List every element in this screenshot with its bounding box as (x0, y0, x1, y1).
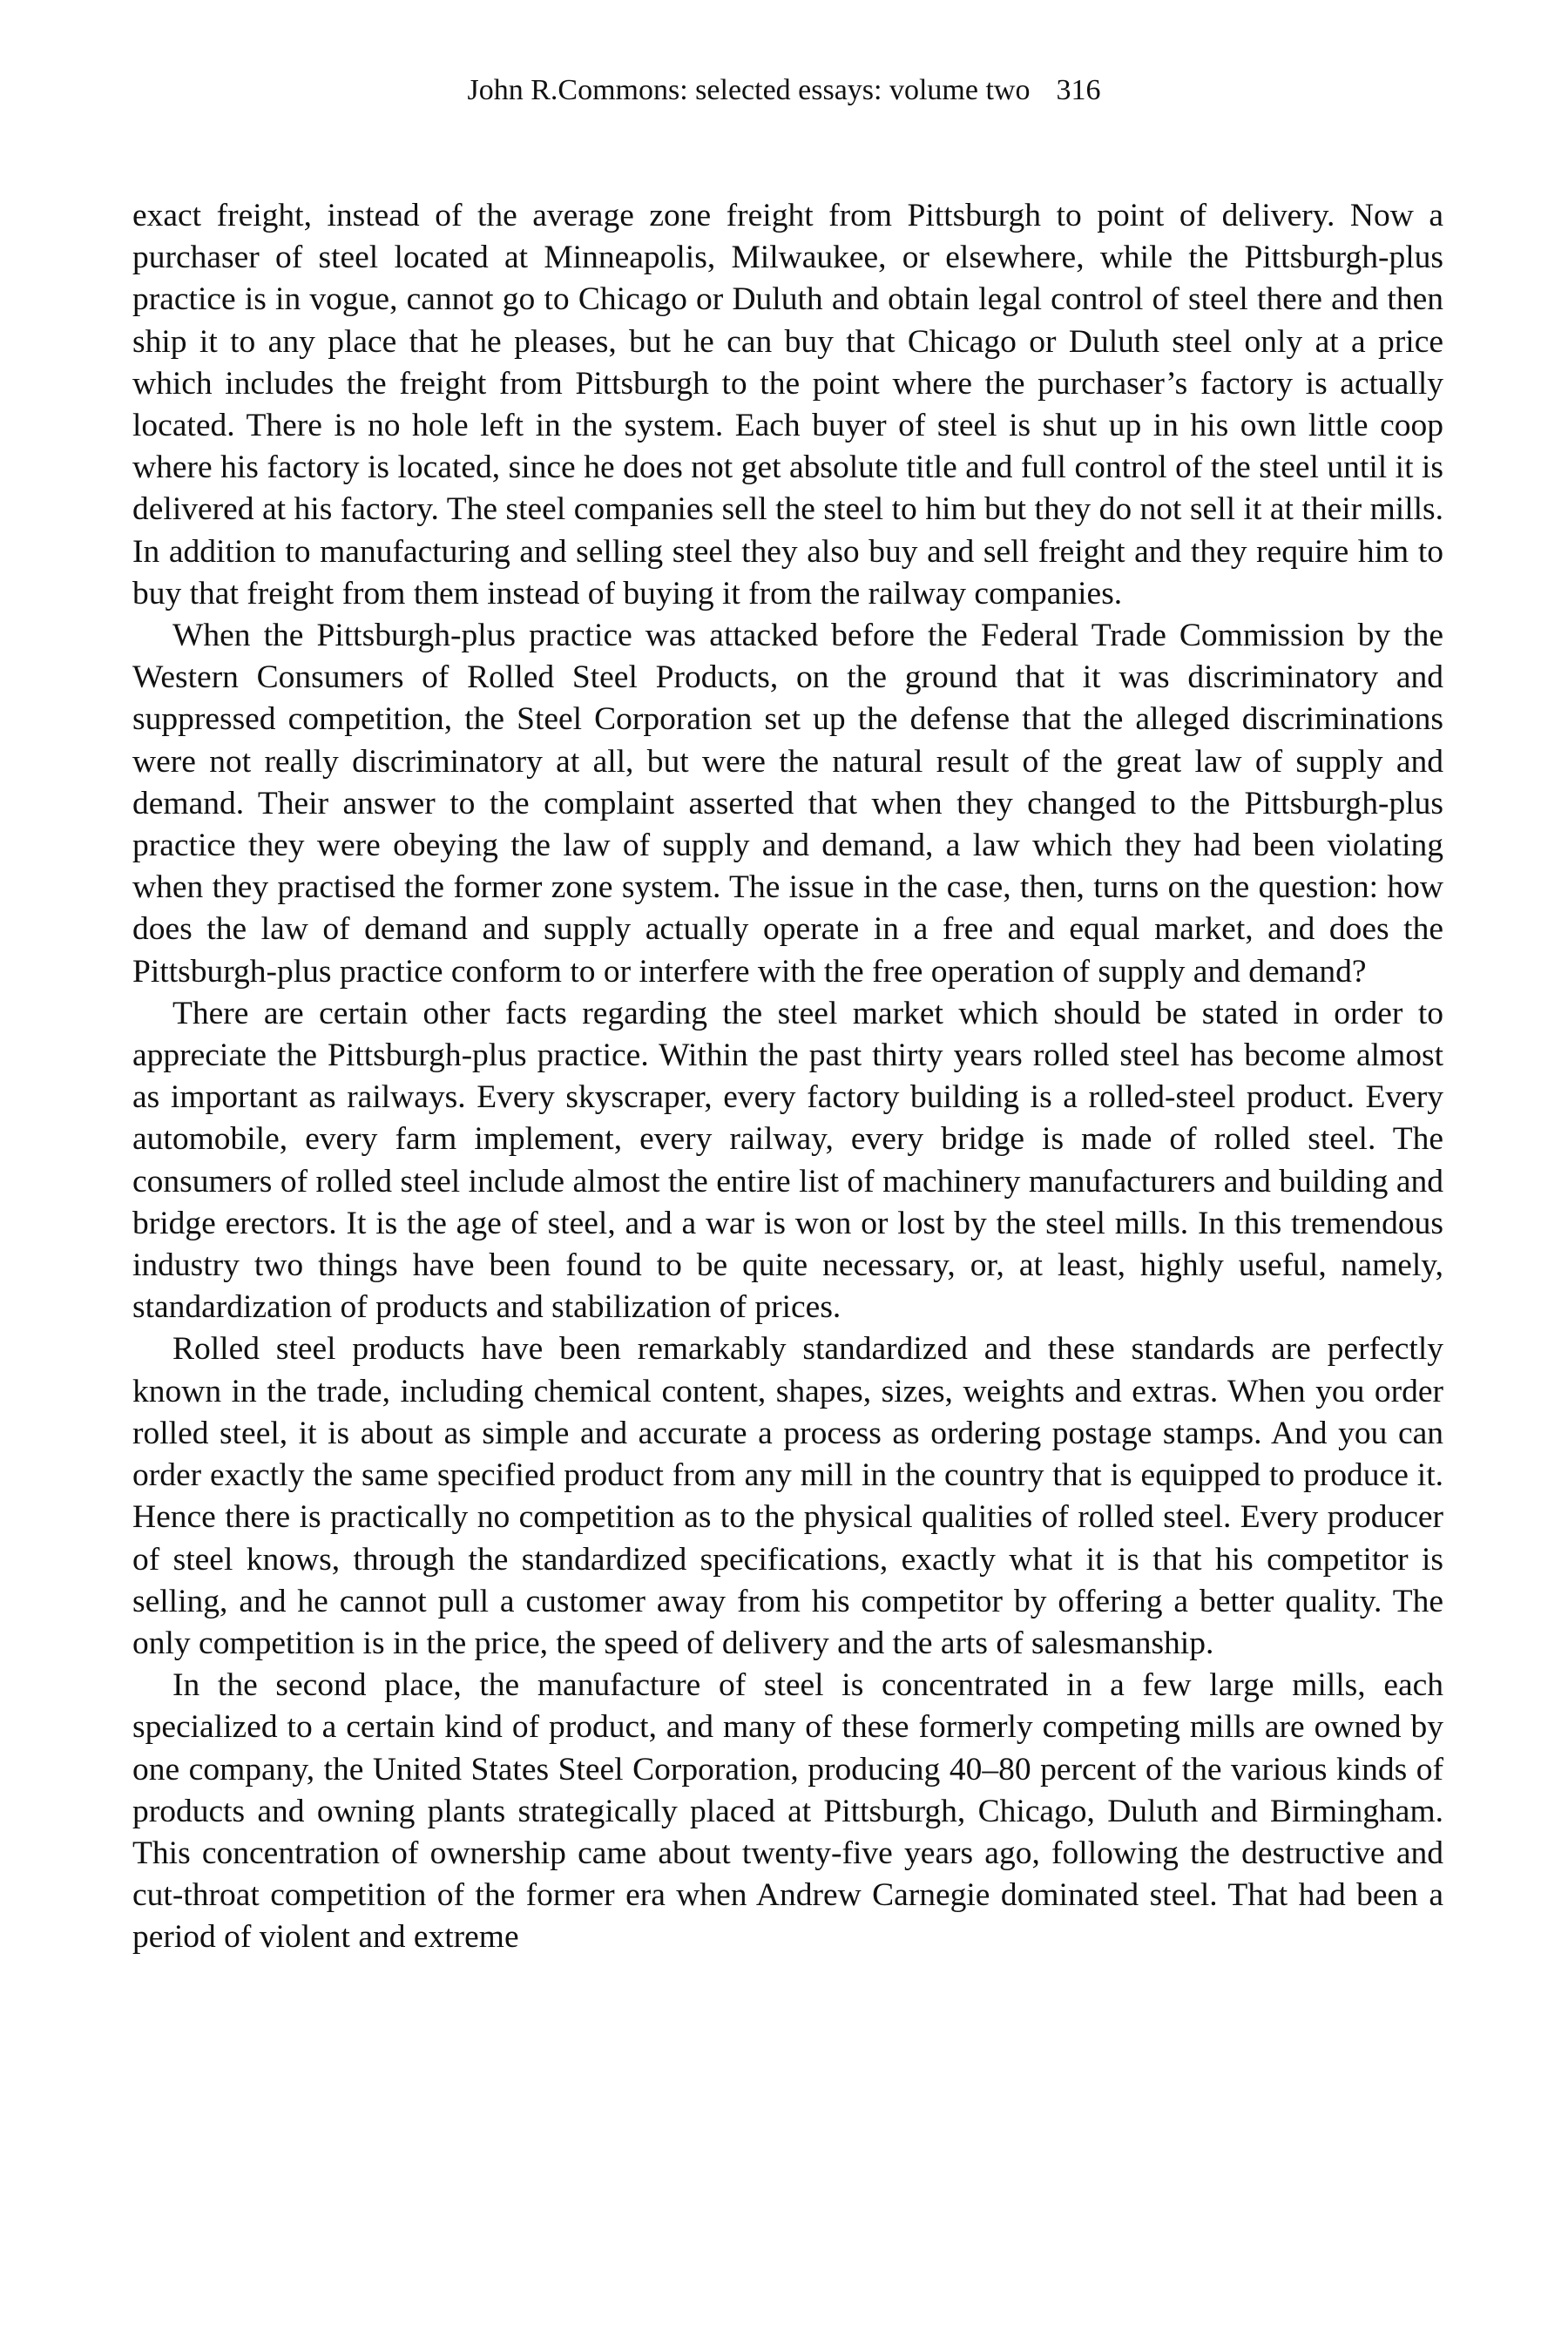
page-number: 316 (1056, 74, 1101, 106)
paragraph: There are certain other facts regarding the steel market which should be stated in order to appreciate the Pittsburgh-plus practice. Within the past thirty years rolled steel has become almost as important as railways. Every skyscraper, every factory building is a rolled-steel product. Every automobile, every farm implement, every railway, every bridge is made of rolled steel. The consumers of rolled steel include almost the entire list of machinery manufacturers and building and bridge erectors. It is the age of steel, and a war is won or lost by the steel mills. In this tremendous industry two things have been found to be quite necessary, or, at least, highly useful, namely, standardization of products and stabilization of prices. (132, 995, 1443, 1326)
page-header (0, 71, 1568, 110)
paragraph: In the second place, the manufacture of steel is concentrated in a few large mills, each specialized to a certain kind of product, and many of these formerly competing mills are owned by one company, the United States Steel Corporation, producing 40–80 percent of the various kinds of products and owning plants strategically placed at Pittsburgh, Chicago, Duluth and Birmingham. This concentration of ownership came about twenty-five years ago, following the destructive and cut-throat competition of the former era when Andrew Carnegie dominated steel. That had been a period of violent and extreme (132, 1667, 1443, 1956)
body-text (132, 195, 1443, 1959)
paragraph: When the Pittsburgh-plus practice was attacked before the Federal Trade Commission by the Western Consumers of Rolled Steel Products, on the ground that it was discriminatory and suppressed competition, the Steel Corporation set up the defense that the alleged discriminations were not really discriminatory at all, but were the natural result of the great law of supply and demand. Their answer to the complaint asserted that when they changed to the Pittsburgh-plus practice they were obeying the law of supply and demand, a law which they had been violating when they practised the former zone system. The issue in the case, then, turns on the question: how does the law of demand and supply actually operate in a free and equal market, and does the Pittsburgh-plus practice conform to or interfere with the free operation of supply and demand? (132, 618, 1443, 990)
paragraph-continued: exact freight, instead of the average zone freight from Pittsburgh to point of delivery. Now a purchaser of steel located at Minneapolis, Milwaukee, or elsewhere, while the Pittsburgh-plus practice is in vogue, cannot go to Chicago or Duluth and obtain legal control of steel there and then ship it to any place that he pleases, but he can buy that Chicago or Duluth steel only at a price which includes the freight from Pittsburgh to the point where the purchaser’s factory is actually located. There is no hole left in the system. Each buyer of steel is shut up in his own little coop where his factory is located, since he does not get absolute title and full control of the steel until it is delivered at his factory. The steel companies sell the steel to him but they do not sell it at their mills. In addition to manufacturing and selling steel they also buy and sell freight and they require him to buy that freight from them instead of buying it from the railway companies. (132, 198, 1443, 612)
running-title: John R.Commons: selected essays: volume two (467, 74, 1031, 106)
paragraph: Rolled steel products have been remarkably standardized and these standards are perfectly known in the trade, including chemical content, shapes, sizes, weights and extras. When you order rolled steel, it is about as simple and accurate a process as ordering postage stamps. And you can order exactly the same specified product from any mill in the country that is equipped to produce it. Hence there is practically no competition as to the physical qualities of rolled steel. Every producer of steel knows, through the standardized specifications, exactly what it is that his competitor is selling, and he cannot pull a customer away from his competitor by offering a better quality. The only competition is in the price, the speed of delivery and the arts of salesmanship. (132, 1331, 1443, 1661)
